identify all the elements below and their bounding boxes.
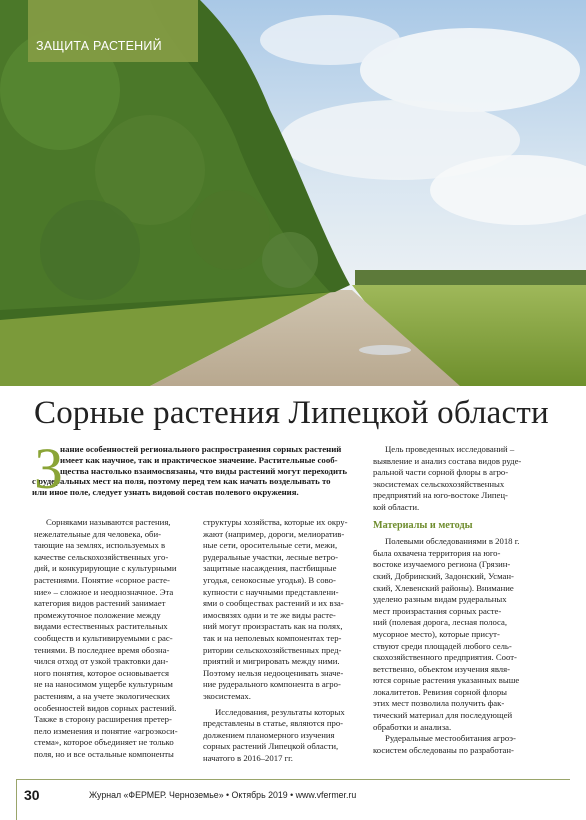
- lead-text: [32, 444, 362, 498]
- body-line: мест произрастания сорных расте-: [373, 605, 502, 616]
- body-line: защитные насаждения, пастбищные: [203, 563, 337, 574]
- body-line: Сорняками называются растения,: [46, 517, 171, 527]
- body-line: предприятий на юго-востоке Липец-: [373, 490, 508, 501]
- lead-line: или иное поле, следует узнать видовой состав полевого окружения.: [32, 487, 299, 498]
- body-line: косистем обследованы по разработан-: [373, 744, 514, 755]
- body-line: приятий и мигрировать между ними.: [203, 656, 340, 667]
- body-line: должением планомерного изучения: [203, 729, 335, 740]
- body-line: обработки и анализа.: [373, 721, 452, 732]
- body-line: экосистемах.: [203, 690, 251, 701]
- body-line: начатого в 2016–2017 гг.: [203, 752, 293, 763]
- lead-paragraph: [32, 436, 362, 506]
- body-line: купности с научными представлени-: [203, 586, 339, 597]
- column-1: [34, 517, 194, 760]
- body-line: пело изменения и понятие «агроэкоси-: [34, 725, 178, 736]
- body-line: ние» – сложное и неоднозначное. Эта: [34, 586, 174, 597]
- body-line: угодья, сенокосные угодья). В сово-: [203, 574, 336, 585]
- body-line: экосистемах сельскохозяйственных: [373, 478, 505, 489]
- body-line: локалитетов. Ревизия сорной флоры: [373, 686, 508, 697]
- body-line: ями о сообществах растений и их вза-: [203, 598, 344, 609]
- body-line: растениями. Понятие «сорное расте-: [34, 574, 170, 585]
- lead-line: нание особенностей регионального распространения сорных растений: [60, 444, 342, 454]
- column-3: [373, 444, 541, 756]
- body-line: скохозяйственного предприятия. Соот-: [373, 652, 517, 663]
- body-line: ский, Добринский, Задонский, Усман-: [373, 570, 514, 581]
- body-line: жают (например, дороги, мелиоратив-: [203, 528, 345, 539]
- body-line: чился отход от узкой трактовки дан-: [34, 656, 169, 667]
- body-line: имосвязях одни и те же виды расте-: [203, 609, 336, 620]
- body-line: сорных растений Липецкой области,: [203, 741, 339, 752]
- body-line: не на наносимом ущербе культурным: [34, 679, 173, 690]
- body-line: ний (полевая дорога, лесная полоса,: [373, 617, 508, 628]
- drop-cap: З: [34, 436, 64, 501]
- body-line: ные сети, оросительные сети, межи,: [203, 540, 338, 551]
- article-title: Сорные растения Липецкой области: [34, 395, 549, 431]
- body-line: ние рудерального компонента в агро-: [203, 679, 341, 690]
- body-line: поля, но и все остальные компоненты: [34, 748, 174, 759]
- body-line: была охвачена территория на юго-: [373, 547, 501, 558]
- body-line: сообществ и культивируемыми с рас-: [34, 632, 173, 643]
- body-line: Полевыми обследованиями в 2018 г.: [385, 536, 520, 547]
- body-line: ветственно, объектом изучения явля-: [373, 663, 511, 674]
- body-line: растениям, а на учете экологических: [34, 690, 171, 701]
- lead-line: щества настолько взаимосвязаны, что виды растений могут переходить: [60, 465, 348, 476]
- body-line: представлены в статье, являются про-: [203, 718, 344, 729]
- body-line: Поэтому нельзя недооценивать значе-: [203, 667, 344, 678]
- footer-rule-tick: [16, 779, 17, 820]
- body-line: ритории сельскохозяйственных пред-: [203, 644, 342, 655]
- body-line: ний могут произрастать как на полях,: [203, 621, 343, 632]
- body-line: дий, и конкурирующие с культурными: [34, 563, 177, 574]
- body-line: Исследования, результаты которых: [215, 706, 345, 717]
- body-line: выявление и анализ состава видов руде-: [373, 455, 522, 466]
- body-line: Рудеральные местообитания агроэ-: [385, 733, 516, 744]
- body-line: Цель проведенных исследований –: [385, 444, 515, 454]
- body-line: категория видов растений занимает: [34, 598, 166, 609]
- body-line: ский, Хлевенский районы). Внимание: [373, 582, 514, 593]
- body-line: особенностей видов сорных растений.: [34, 702, 177, 713]
- body-line: структуры хозяйства, которые их окру-: [203, 517, 348, 527]
- body-line: кой области.: [373, 501, 420, 512]
- body-line: востоке изучаемого региона (Грязин-: [373, 559, 511, 570]
- section-tag-label: ЗАЩИТА РАСТЕНИЙ: [36, 39, 162, 53]
- body-line: видами естественных растительных: [34, 621, 168, 632]
- page-number: 30: [24, 787, 40, 803]
- footer-rule: [16, 779, 570, 780]
- section-tag: [28, 0, 198, 62]
- body-line: тениями. В последнее время обозна-: [34, 644, 170, 655]
- body-line: тический материал для последующей: [373, 710, 513, 721]
- body-line: промежуточное положение между: [34, 609, 161, 620]
- body-line: качестве сельскохозяйственных уго-: [34, 551, 169, 562]
- body-line: Также в сторону расширения претер-: [34, 714, 172, 725]
- body-line: ного понятия, которое основывается: [34, 667, 169, 678]
- body-line: ствуют среди площадей любого сель-: [373, 640, 512, 651]
- column-2: [203, 517, 367, 764]
- body-line: ральной части сорной флоры в агро-: [373, 467, 509, 478]
- body-line: так и на неполевых компонентах тер-: [203, 632, 342, 643]
- body-line: мусорное место), которые присут-: [373, 628, 500, 639]
- body-line: тающие на землях, используемых в: [34, 540, 166, 551]
- section-heading: Материалы и методы: [373, 519, 473, 531]
- lead-line: имеет как научное, так и практическое значение. Растительные сооб-: [60, 454, 338, 465]
- body-line: нежелательные для человека, оби-: [34, 528, 162, 539]
- body-line: рудеральные участки, лесные ветро-: [203, 551, 338, 562]
- body-line: стема», которое объединяет не только: [34, 737, 174, 748]
- body-line: ются сорные растения указанных выше: [373, 675, 520, 686]
- body-line: этих мест позволила получить фак-: [373, 698, 505, 709]
- lead-line: с рудеральных мест на поля, поэтому перед тем как начать возделывать то: [32, 476, 331, 487]
- body-line: уделено разным видам рудеральных: [373, 594, 507, 605]
- footer-text: Журнал «ФЕРМЕР. Черноземье» • Октябрь 2019 • www.vfermer.ru: [89, 790, 357, 800]
